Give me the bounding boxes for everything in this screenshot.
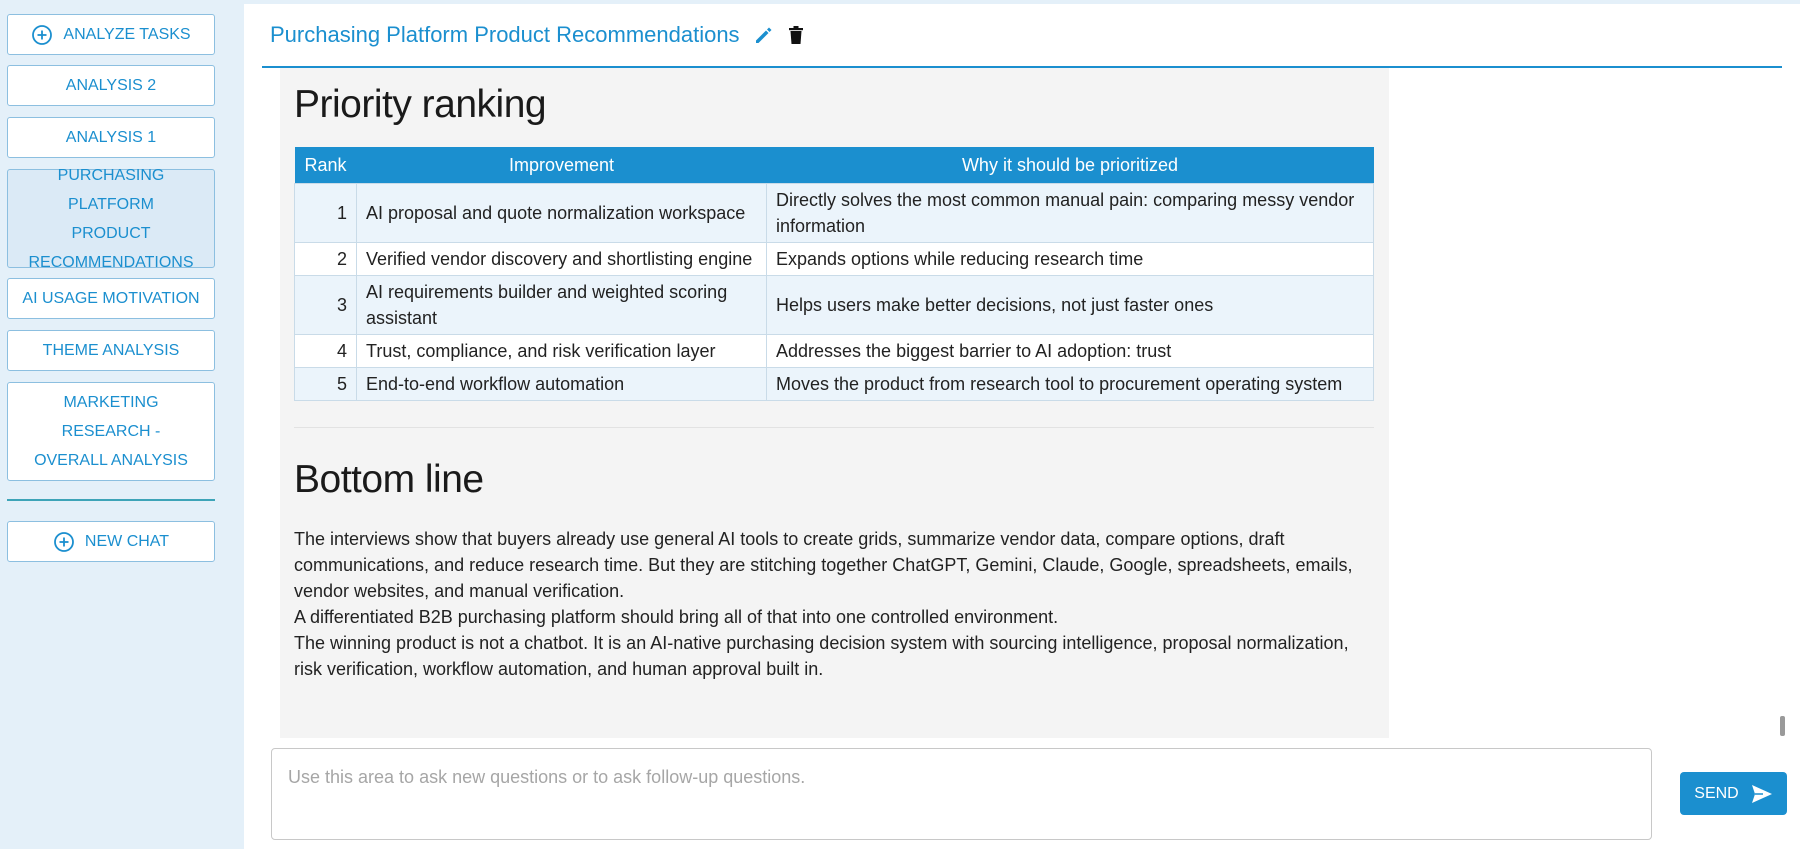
improvement-cell: Trust, compliance, and risk verification layer bbox=[357, 335, 767, 368]
priority-table bbox=[294, 147, 1374, 401]
reason-cell: Expands options while reducing research time bbox=[767, 243, 1374, 276]
rank-cell: 2 bbox=[295, 243, 357, 276]
sidebar bbox=[0, 0, 242, 849]
sidebar-divider bbox=[7, 499, 215, 501]
send-arrow-icon bbox=[1751, 784, 1773, 804]
table-row bbox=[295, 184, 1374, 243]
main-panel bbox=[244, 4, 1800, 849]
question-input-box[interactable] bbox=[271, 748, 1652, 840]
paragraph: The interviews show that buyers already use general AI tools to create grids, summarize vendor data, compare options, draft communications, and reduce research time. But they are stitching together ChatGPT, Gemini, Claude, Google, spreadsheets, emails, vendor websites, and manual verification. bbox=[294, 529, 1353, 601]
rank-cell: 1 bbox=[295, 184, 357, 243]
reason-cell: Moves the product from research tool to procurement operating system bbox=[767, 368, 1374, 401]
scrollbar-thumb[interactable] bbox=[1780, 716, 1785, 736]
sidebar-item-analysis-1[interactable] bbox=[7, 117, 215, 158]
sidebar-item-analyze-tasks[interactable] bbox=[7, 14, 215, 55]
paragraph: A differentiated B2B purchasing platform should bring all of that into one controlled environment. bbox=[294, 607, 1059, 627]
table-header-row bbox=[295, 147, 1374, 184]
section-heading-bottom-line: Bottom line bbox=[294, 458, 484, 501]
table-row bbox=[295, 276, 1374, 335]
reason-cell: Directly solves the most common manual pain: comparing messy vendor information bbox=[767, 184, 1374, 243]
sidebar-item-label: ANALYSIS 2 bbox=[65, 77, 157, 94]
sidebar-item-analysis-2[interactable] bbox=[7, 65, 215, 106]
reason-cell: Addresses the biggest barrier to AI adoption: trust bbox=[767, 335, 1374, 368]
column-header-rank: Rank bbox=[295, 147, 357, 184]
sidebar-item-label: AI USAGE MOTIVATION bbox=[22, 290, 200, 307]
reason-cell: Helps users make better decisions, not just faster ones bbox=[767, 276, 1374, 335]
sidebar-item-label: THEME ANALYSIS bbox=[42, 342, 180, 359]
rank-cell: 4 bbox=[295, 335, 357, 368]
sidebar-item-label: PURCHASING PLATFORM PRODUCT RECOMMENDATIONS bbox=[28, 166, 194, 271]
pencil-icon[interactable] bbox=[754, 25, 774, 45]
send-button[interactable] bbox=[1680, 772, 1787, 815]
section-heading-priority: Priority ranking bbox=[294, 83, 547, 126]
sidebar-item-label: ANALYSIS 1 bbox=[65, 129, 157, 146]
table-row bbox=[295, 243, 1374, 276]
sidebar-item-theme-analysis[interactable] bbox=[7, 330, 215, 371]
chat-message-content bbox=[280, 68, 1389, 738]
sidebar-item-marketing-research[interactable] bbox=[7, 382, 215, 481]
improvement-cell: End-to-end workflow automation bbox=[357, 368, 767, 401]
table-row bbox=[295, 335, 1374, 368]
improvement-cell: AI requirements builder and weighted scoring assistant bbox=[357, 276, 767, 335]
plus-circle-icon bbox=[53, 531, 75, 553]
paragraph: The winning product is not a chatbot. It is an AI-native purchasing decision system with sourcing intelligence, proposal normalization, risk verification, workflow automation, and human approval built in. bbox=[294, 633, 1349, 679]
section-divider bbox=[294, 427, 1374, 428]
improvement-cell: Verified vendor discovery and shortlisting engine bbox=[357, 243, 767, 276]
new-chat-label: NEW CHAT bbox=[84, 533, 170, 550]
plus-circle-icon bbox=[31, 24, 53, 46]
table-row bbox=[295, 368, 1374, 401]
sidebar-item-purchasing-platform[interactable] bbox=[7, 166, 215, 271]
trash-icon[interactable] bbox=[788, 25, 804, 45]
sidebar-item-ai-usage-motivation[interactable] bbox=[7, 278, 215, 319]
sidebar-item-label: ANALYZE TASKS bbox=[63, 26, 191, 43]
column-header-why: Why it should be prioritized bbox=[767, 147, 1374, 184]
send-label: SEND bbox=[1694, 784, 1739, 802]
improvement-cell: AI proposal and quote normalization workspace bbox=[357, 184, 767, 243]
column-header-improvement: Improvement bbox=[357, 147, 767, 184]
rank-cell: 5 bbox=[295, 368, 357, 401]
chat-header bbox=[262, 4, 1782, 68]
sidebar-item-label: MARKETING RESEARCH - OVERALL ANALYSIS bbox=[34, 394, 188, 469]
chat-title: Purchasing Platform Product Recommendations bbox=[270, 22, 740, 47]
new-chat-button[interactable] bbox=[7, 521, 215, 562]
question-input[interactable] bbox=[272, 749, 1651, 839]
rank-cell: 3 bbox=[295, 276, 357, 335]
